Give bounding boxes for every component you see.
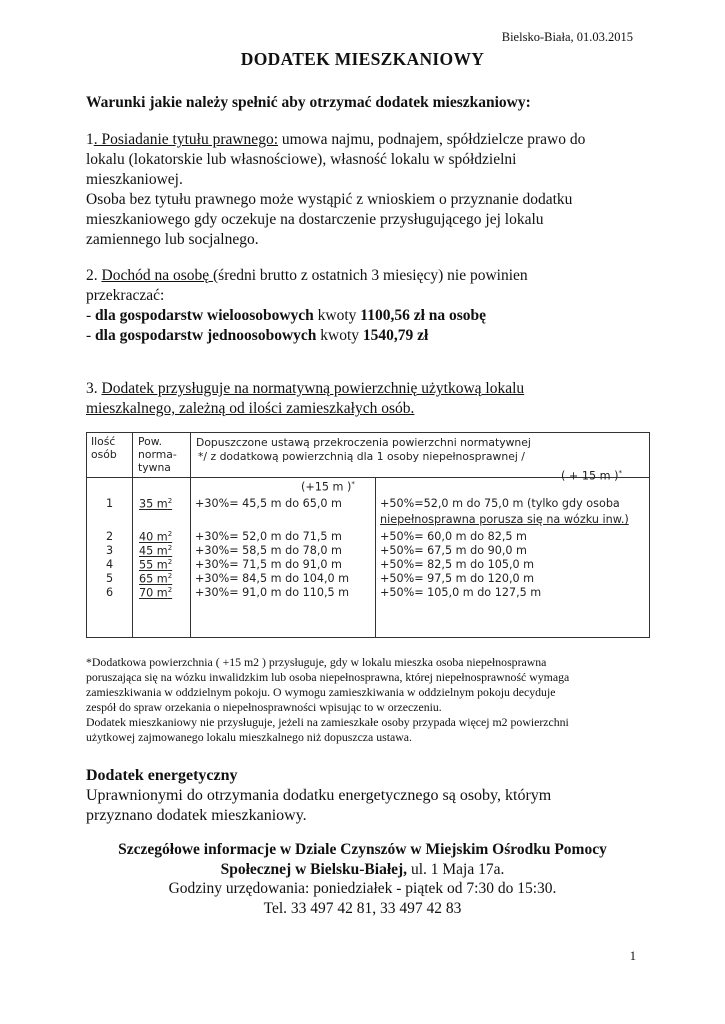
row-plus30: +30%= 52,0 m do 71,5 m (195, 530, 342, 543)
condition-1-text: lokalu (lokatorskie lub własnościowe), własność lokalu w spółdzielni (86, 151, 517, 168)
footnote-line: Dodatek mieszkaniowy nie przysługuje, jeżeli na zamieszkałe osoby przypada więcej m2 powierzchni (86, 715, 569, 729)
table-divider (375, 477, 376, 637)
bullet-dash: - (86, 327, 96, 344)
info-text: Szczegółowe informacje w Dziale Czynszów w Miejskim Ośrodku Pomocy (118, 841, 607, 858)
header-allowed-excess: Dopuszczone ustawą przekroczenia powierzchni normatywnej (196, 436, 531, 449)
condition-1-text: mieszkaniowej. (86, 171, 183, 188)
office-name: Społecznej w Bielsku-Białej, (220, 860, 408, 878)
condition-3 (86, 379, 646, 419)
limit-word: kwoty (313, 307, 361, 324)
extra-label: ( + 15 m ) (561, 469, 619, 483)
header-persons: Ilość osób (91, 435, 117, 461)
limit-word: kwoty (316, 327, 363, 344)
area-value: 45 m (139, 544, 168, 558)
footnote-line: użytkowej zajmowanego lokalu mieszkalnego niż dopuszcza ustawa. (86, 730, 412, 744)
extra-label: (+15 m ) (301, 480, 352, 494)
header-norm-area: Pow. norma-tywna (138, 435, 177, 474)
condition-1-text: zamiennego lub socjalnego. (86, 231, 259, 248)
office-address: ul. 1 Maja 17a. (407, 860, 505, 878)
row-plus30: +30%= 91,0 m do 110,5 m (195, 586, 350, 599)
header-disabled-note: */ z dodatkową powierzchnią dla 1 osoby niepełnosprawnej / (198, 450, 525, 463)
row-norm-area (139, 586, 172, 600)
condition-1 (86, 130, 646, 250)
contact-info (60, 840, 665, 918)
row-plus50: +50%= 82,5 m do 105,0 m (380, 558, 535, 571)
document-title: DODATEK MIESZKANIOWY (240, 49, 485, 69)
condition-1-number: 1 (86, 131, 94, 148)
row-plus50: +50%=52,0 m do 75,0 m (tylko gdy osoba (380, 497, 620, 510)
condition-2-heading: Dochód na osobę (101, 267, 213, 284)
row-plus30: +30%= 71,5 m do 91,0 m (195, 558, 342, 571)
energy-text: przyznano dodatek mieszkaniowy. (86, 807, 307, 824)
row-persons: 2 (106, 530, 114, 543)
condition-2-number: 2. (86, 267, 102, 284)
footnote-line: poruszająca się na wózku inwalidzkim lub osoba niepełnosprawna, której niepełnosprawność wymaga (86, 670, 570, 684)
row-plus30: +30%= 84,5 m do 104,0 m (195, 572, 350, 585)
income-limit-multi (86, 306, 646, 326)
row-plus50-note: niepełnosprawna porusza się na wózku inw.) (380, 513, 629, 526)
row-plus50: +50%= 60,0 m do 82,5 m (380, 530, 527, 543)
limit-amount: 1540,79 zł (362, 327, 429, 344)
area-value: 70 m (139, 586, 168, 600)
sq-superscript: 2 (167, 586, 173, 594)
document-date: Bielsko-Biała, 01.03.2015 (501, 30, 633, 44)
table-divider (190, 433, 191, 637)
office-hours: Godziny urzędowania: poniedziałek - piątek od 7:30 do 15:30. (168, 880, 557, 897)
row-norm-area (139, 572, 172, 586)
condition-1-heading: . Posiadanie tytułu prawnego: (93, 131, 278, 148)
footnote-line: *Dodatkowa powierzchnia ( +15 m2 ) przysługuje, gdy w lokalu mieszka osoba niepełnosprawna (86, 655, 547, 669)
row-persons: 5 (106, 572, 114, 585)
area-value: 65 m (139, 572, 168, 586)
row-norm-area (139, 544, 172, 558)
row-plus50: +50%= 105,0 m do 127,5 m (380, 586, 542, 599)
energy-text: Uprawnionymi do otrzymania dodatku energetycznego są osoby, którym (86, 787, 552, 804)
condition-1-text: mieszkaniowego gdy oczekuje na dostarczenie przysługującego jej lokalu (86, 211, 544, 228)
row-persons: 1 (106, 497, 114, 510)
area-value: 55 m (139, 558, 168, 572)
condition-3-text: Dodatek przysługuje na normatywną powierzchnię użytkową lokalu (101, 380, 525, 397)
asterisk: * (618, 469, 622, 477)
conditions-intro: Warunki jakie należy spełnić aby otrzymać dodatek mieszkaniowy: (86, 94, 531, 111)
limit-amount: 1100,56 zł na osobę (360, 307, 487, 324)
asterisk: * (351, 480, 355, 488)
row-plus50: +50%= 97,5 m do 120,0 m (380, 572, 535, 585)
area-value: 35 m (139, 497, 168, 511)
extra-area-mid (301, 480, 355, 494)
sq-superscript: 2 (167, 544, 173, 552)
condition-2-text: przekraczać: (86, 287, 165, 304)
condition-3-number: 3. (86, 380, 102, 397)
income-limit-single (86, 326, 646, 346)
sq-superscript: 2 (167, 530, 173, 538)
area-value: 40 m (139, 530, 168, 544)
table-divider (132, 433, 133, 637)
bullet-dash: - (86, 307, 96, 324)
household-type: dla gospodarstw wieloosobowych (95, 307, 314, 324)
extra-area-right (561, 469, 622, 483)
energy-heading: Dodatek energetyczny (86, 767, 238, 784)
sq-superscript: 2 (167, 497, 173, 505)
energy-allowance (86, 766, 646, 826)
area-norms-table (86, 432, 650, 638)
row-norm-area (139, 558, 172, 572)
row-norm-area (139, 497, 172, 511)
row-persons: 4 (106, 558, 114, 571)
row-plus50: +50%= 67,5 m do 90,0 m (380, 544, 527, 557)
row-persons: 6 (106, 586, 114, 599)
sq-superscript: 2 (167, 558, 173, 566)
household-type: dla gospodarstw jednoosobowych (95, 327, 317, 344)
footnote-line: zespół do spraw orzekania o niepełnosprawności wpisując to w orzeczeniu. (86, 700, 442, 714)
office-phone: Tel. 33 497 42 81, 33 497 42 83 (263, 899, 462, 917)
condition-1-text: Osoba bez tytułu prawnego może wystąpić z wnioskiem o przyznanie dodatku (86, 191, 573, 208)
condition-3-text: mieszkalnego, zależną od ilości zamieszkałych osób. (86, 400, 415, 417)
condition-2-text: (średni brutto z ostatnich 3 miesięcy) nie powinien (213, 267, 528, 284)
footnote (86, 655, 656, 745)
condition-1-text: umowa najmu, podnajem, spółdzielcze prawo do (278, 131, 586, 148)
footnote-line: zamieszkiwania w oddzielnym pokoju. O wymogu zamieszkiwania w oddzielnym pokoju decyduje (86, 685, 556, 699)
row-norm-area (139, 530, 172, 544)
row-persons: 3 (106, 544, 114, 557)
row-plus30: +30%= 45,5 m do 65,0 m (195, 497, 342, 510)
row-plus30: +30%= 58,5 m do 78,0 m (195, 544, 342, 557)
sq-superscript: 2 (167, 572, 173, 580)
condition-2 (86, 266, 646, 346)
page-number: 1 (629, 949, 636, 963)
